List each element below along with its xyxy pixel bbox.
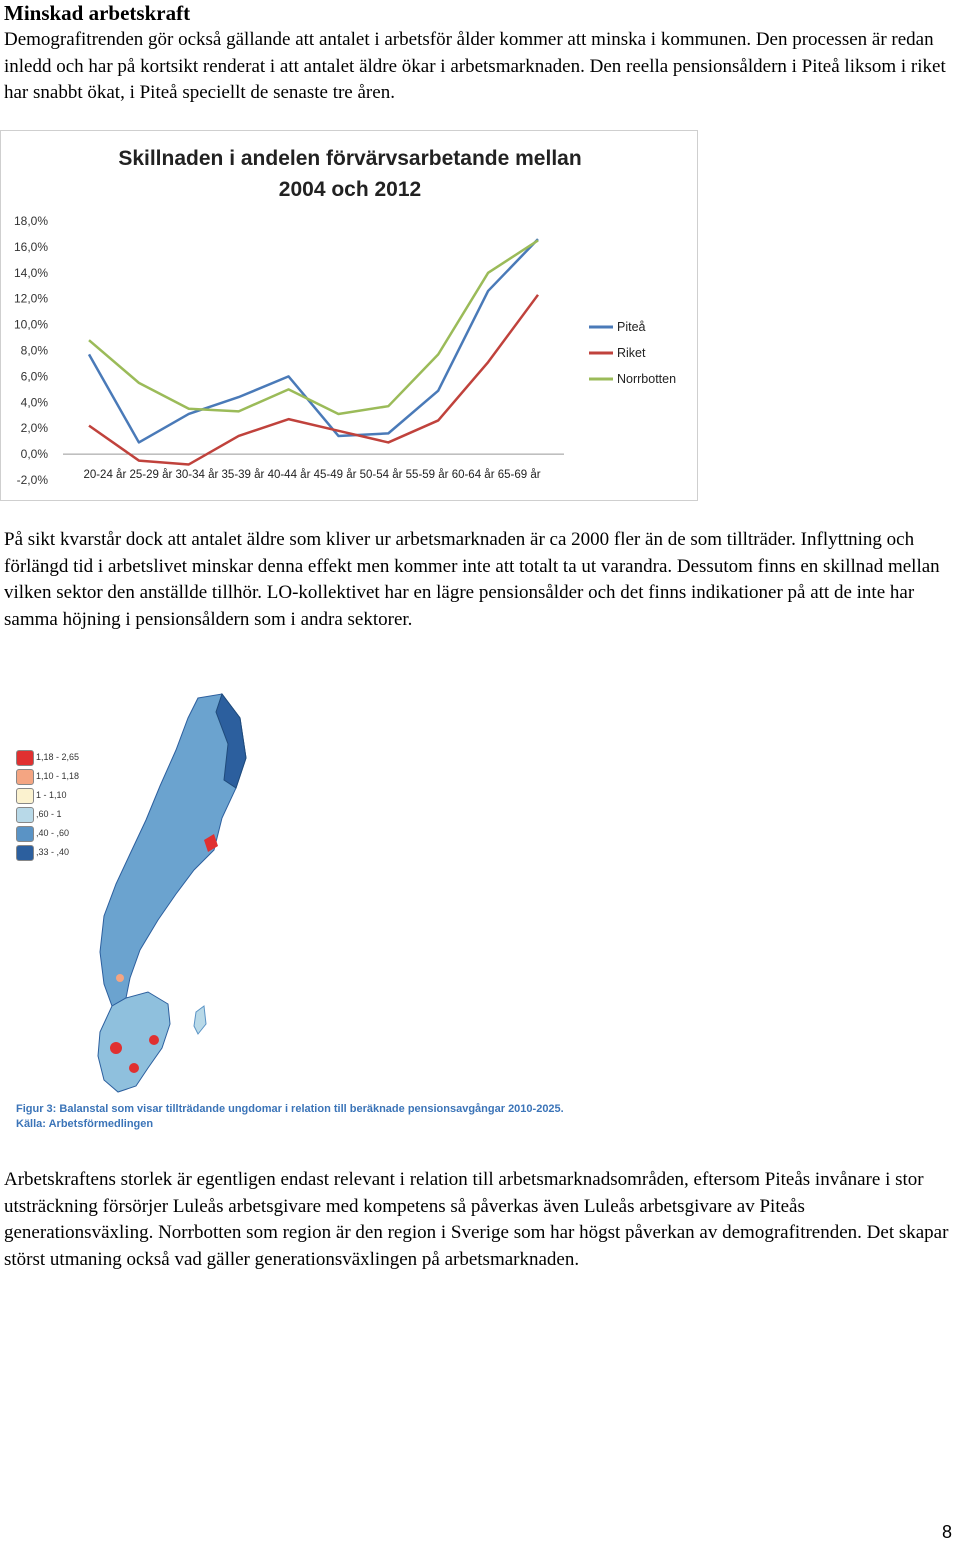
map-north [100, 694, 246, 1006]
y-tick-label: 10,0% [13, 317, 48, 332]
map-legend-label: ,40 - ,60 [36, 828, 70, 838]
paragraph-labor-market: Arbetskraftens storlek är egentligen endast relevant i relation till arbetsmarknadsområden, eftersom Piteås invånare i stor utsträckning försörjer Luleås arbetsgivare med kompetens så påverkas även Luleås arbetsgivare av Piteås generationsväxling. Norrbotten som region är den region i Sverige som har högst påverkan av demografitrenden. Det skapar störst utmaning också vad gäller generationsväxlingen på arbetsmarknaden. [4, 1169, 949, 1270]
map-legend-swatch [16, 769, 34, 785]
map-red-dot-2 [149, 1035, 159, 1045]
x-tick-label: 35-39 år [221, 469, 268, 481]
y-tick-label: 4,0% [20, 395, 48, 410]
map-legend-label: 1 - 1,10 [36, 790, 67, 800]
map-legend-swatch [16, 788, 34, 804]
y-tick-label: 8,0% [20, 343, 48, 358]
map-legend-swatch [16, 750, 34, 766]
y-tick-label: 6,0% [20, 369, 48, 384]
x-tick-label: 30-34 år [175, 469, 222, 481]
map-red-dot-3 [129, 1063, 139, 1073]
caption-line1: Figur 3: Balanstal som visar tillträdande ungdomar i relation till beräknade pensionsavgångar 2010-2025. [16, 1103, 564, 1115]
y-tick-label: 2,0% [20, 421, 48, 436]
legend-label: Norrbotten [617, 372, 677, 386]
sweden-map [0, 688, 560, 1108]
series-line-piteå [89, 239, 538, 442]
paragraph-intro: Demografitrenden gör också gällande att antalet i arbetsför ålder kommer att minska i kommunen. Den processen är redan inledd och har på kortsikt renderat i att antalet äldre ökar i arbetsmarknaden. Den reella pensionsåldern i Piteå liksom i riket har snabbt ökat, i Piteå speciellt de senaste tre åren. [4, 29, 946, 103]
map-gotland [194, 1006, 206, 1034]
x-tick-label: 65-69 år [497, 469, 541, 481]
y-tick-label: 12,0% [13, 291, 48, 306]
legend-label: Piteå [617, 320, 646, 334]
x-tick-label: 50-54 år [359, 469, 406, 481]
y-tick-label: 0,0% [20, 447, 48, 462]
page-number: 8 [941, 1522, 952, 1542]
legend-label: Riket [617, 346, 646, 360]
map-legend-label: ,60 - 1 [36, 809, 62, 819]
map-legend-swatch [16, 807, 34, 823]
y-tick-label: 18,0% [13, 214, 48, 228]
map-legend-label: 1,18 - 2,65 [36, 752, 80, 762]
figure-caption [16, 1102, 564, 1132]
x-tick-labels [83, 469, 540, 481]
y-tick-label: 14,0% [13, 265, 48, 280]
map-red-dot-1 [110, 1042, 122, 1054]
map-legend-swatch [16, 826, 34, 842]
x-tick-label: 45-49 år [313, 469, 360, 481]
chart-title [60, 143, 640, 205]
map-legend-swatch [16, 845, 34, 861]
y-tick-label: -2,0% [16, 473, 48, 487]
paragraph-pension: På sikt kvarstår dock att antalet äldre som kliver ur arbetsmarknaden är ca 2000 fler än de som tillträder. Inflyttning och förlängd tid i arbetslivet minskar denna effekt men kommer inte att totalt ta ut varandra. Dessutom finns en skillnad mellan vilken sektor den anställde tillhör. LO-kollektivet har en lägre pensionsålder och det finns indikationer på att de inte har samma höjning i pensionsåldern som i andra sektorer. [4, 529, 940, 630]
series-line-riket [89, 295, 538, 465]
x-tick-label: 40-44 år [267, 469, 314, 481]
map-south [98, 992, 170, 1092]
sweden-map-figure [0, 688, 560, 1108]
x-tick-label: 20-24 år [83, 469, 130, 481]
x-tick-label: 60-64 år [451, 469, 498, 481]
x-tick-label: 55-59 år [405, 469, 452, 481]
y-tick-label: 16,0% [13, 239, 48, 254]
map-legend-label: 1,10 - 1,18 [36, 771, 80, 781]
caption-line2: Källa: Arbetsförmedlingen [16, 1118, 154, 1130]
x-tick-label: 25-29 år [129, 469, 176, 481]
chart-title-line2: 2004 och 2012 [278, 178, 422, 201]
chart-title-line1: Skillnaden i andelen förvärvsarbetande mellan [118, 147, 582, 170]
map-orange-dot [116, 974, 124, 982]
map-legend-label: ,33 - ,40 [36, 847, 70, 857]
section-heading: Minskad arbetskraft [4, 1, 191, 25]
